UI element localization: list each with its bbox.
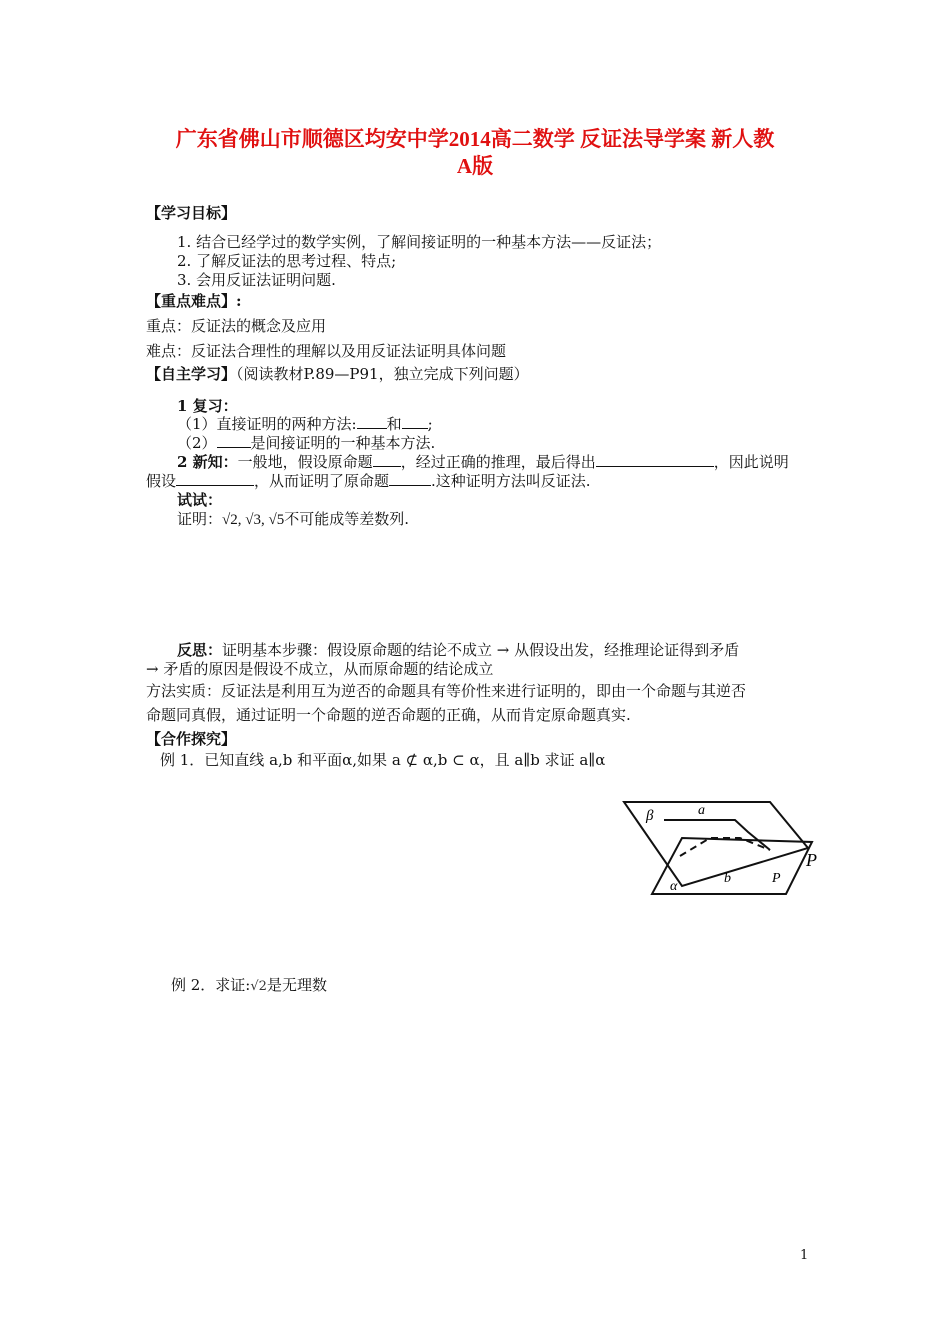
example-2-prefix: 例 2．求证: xyxy=(171,976,251,994)
review-item-1-text: （1）直接证明的两种方法: xyxy=(177,415,357,433)
figure-label: P xyxy=(806,850,817,870)
try-title: 试试： xyxy=(177,491,223,509)
example-2-suffix: 是无理数 xyxy=(266,976,327,994)
new-knowledge-line1 xyxy=(177,452,789,472)
document-title-line2: A版 xyxy=(456,154,494,178)
goal-item-2: 2. 了解反证法的思考过程、特点; xyxy=(177,252,397,270)
new-knowledge-text-e: ，从而证明了原命题 xyxy=(254,472,390,490)
reflection-label: 反思： xyxy=(177,641,223,659)
new-knowledge-text-f: .这种证明方法叫反证法. xyxy=(431,472,591,490)
review-item-2 xyxy=(177,433,435,453)
line-a xyxy=(664,820,770,850)
blank-field[interactable] xyxy=(357,414,387,429)
goals-heading: 【学习目标】 xyxy=(146,204,237,222)
blank-field[interactable] xyxy=(389,471,431,486)
blank-field[interactable] xyxy=(176,471,254,486)
method-essence-line1: 方法实质：反证法是利用互为逆否的命题具有等价性来进行证明的，即由一个命题与其逆否 xyxy=(146,682,747,700)
figure-label: β xyxy=(646,808,654,824)
blank-field[interactable] xyxy=(217,433,251,448)
key-point-text: 重点：反证法的概念及应用 xyxy=(146,317,327,335)
new-knowledge-text-c: ，因此说明 xyxy=(713,453,789,471)
new-knowledge-title: 2 新知： xyxy=(177,453,238,471)
method-essence-line2: 命题同真假，通过证明一个命题的逆否命题的正确，从而肯定原命题真实. xyxy=(146,706,631,724)
review-item-1 xyxy=(177,414,433,434)
try-text-suffix: 不可能成等差数列. xyxy=(284,510,409,528)
new-knowledge-text-b: ，经过正确的推理，最后得出 xyxy=(400,453,596,471)
blank-field[interactable] xyxy=(596,452,714,467)
reflection-line2: → 矛盾的原因是假设不成立，从而原命题的结论成立 xyxy=(146,660,494,678)
self-study-heading: 【自主学习】 xyxy=(146,365,237,383)
try-math-expression: √2, √3, √5 xyxy=(222,512,285,528)
self-study-note: （阅读教材P.89—P91，独立完成下列问题） xyxy=(236,365,529,383)
new-knowledge-line2 xyxy=(146,471,591,491)
review-title: 1 复习： xyxy=(177,397,238,415)
new-knowledge-text-a: 一般地，假设原命题 xyxy=(237,453,373,471)
blank-field[interactable] xyxy=(402,414,428,429)
reflection-line1 xyxy=(177,640,739,660)
difficult-point-text: 难点：反证法合理性的理解以及用反证法证明具体问题 xyxy=(146,342,507,360)
example-1: 例 1．已知直线 a,b 和平面α,如果 a ⊄ α,b ⊂ α，且 a∥b 求证 a∥α xyxy=(160,751,606,769)
new-knowledge-text-d: 假设 xyxy=(146,472,177,490)
cooperation-heading: 【合作探究】 xyxy=(146,730,237,748)
example-2 xyxy=(171,975,327,997)
planes-figure xyxy=(620,798,820,898)
figure-label: a xyxy=(698,803,705,818)
page-number: 1 xyxy=(800,1248,809,1263)
try-text xyxy=(177,509,409,530)
figure-label: b xyxy=(724,871,731,886)
self-study-line xyxy=(146,364,529,384)
key-points-heading: 【重点难点】: xyxy=(146,292,242,310)
review-item-1-end: ; xyxy=(427,415,433,433)
review-item-2-text: 是间接证明的一种基本方法. xyxy=(250,434,436,452)
try-text-prefix: 证明： xyxy=(177,510,223,528)
example-2-math: √2 xyxy=(250,979,267,994)
reflection-text-1: 证明基本步骤：假设原命题的结论不成立 → 从假设出发，经推理论证得到矛盾 xyxy=(222,641,740,659)
review-item-2-prefix: （2） xyxy=(177,434,217,452)
goal-item-1: 1. 结合已经学过的数学实例，了解间接证明的一种基本方法——反证法； xyxy=(177,233,662,251)
blank-field[interactable] xyxy=(373,452,401,467)
review-item-1-and: 和 xyxy=(386,415,402,433)
document-title-line1: 广东省佛山市顺德区均安中学2014高二数学 反证法导学案 新人教 xyxy=(175,127,775,151)
figure-label: P xyxy=(772,871,781,886)
goal-item-3: 3. 会用反证法证明问题. xyxy=(177,271,336,289)
figure-label: α xyxy=(670,879,678,894)
